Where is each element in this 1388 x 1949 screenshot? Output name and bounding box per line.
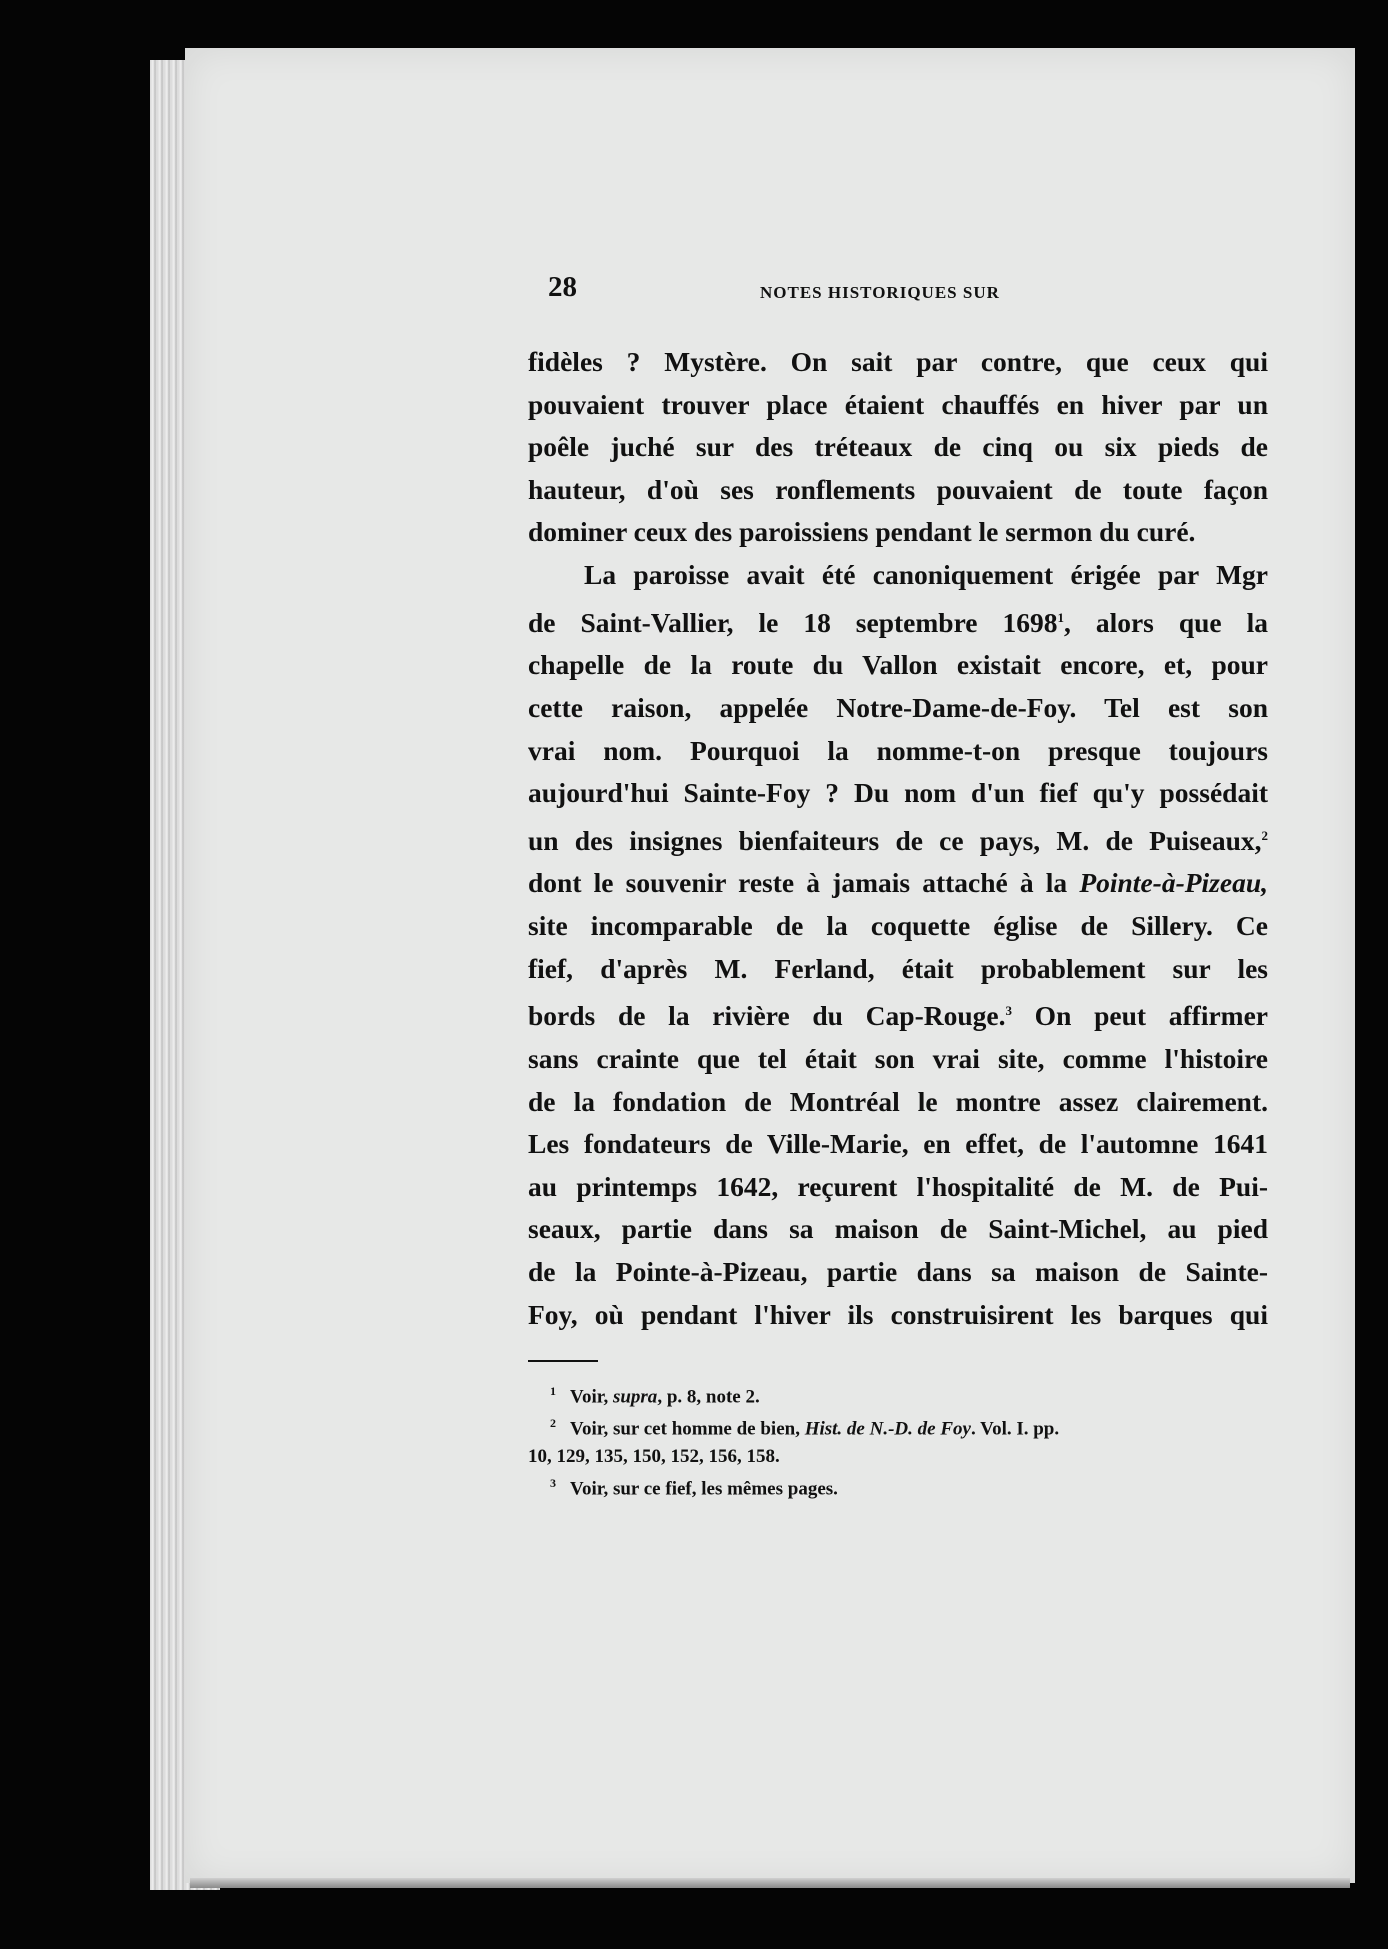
page-number: 28 [548,271,577,303]
book-bottom-edge [190,1878,1350,1888]
text-line: site incomparable de la coquette église de Sillery. Ce [528,910,1268,942]
footnote-text: . Vol. I. pp. [970,1418,1060,1440]
footnote-3 [528,1470,1268,1502]
footnote-text: Voir, [570,1386,613,1408]
footnote-text: Voir, sur cet homme de bien, [570,1418,805,1440]
text-fragment: bords de la rivière du Cap-Rouge. [528,1000,1006,1032]
text-line: fief, d'après M. Ferland, était probablement sur les [528,952,1268,984]
text-line: chapelle de la route du Vallon existait encore, et, pour [528,649,1268,681]
text-line [528,990,1268,1038]
text-line: cette raison, appelée Notre-Dame-de-Foy. Tel est son [528,691,1268,723]
note-ref: 2 [1261,827,1268,843]
footnote-rule [528,1360,598,1362]
text-line: de la fondation de Montréal le montre assez clairement. [528,1085,1268,1117]
footnote-mark: 3 [550,1475,556,1490]
footnote-mark: 1 [550,1384,556,1399]
running-head [528,265,1268,315]
text-line: Foy, où pendant l'hiver ils construisirent les barques qui [528,1298,1268,1330]
footnote-italic: supra [612,1386,658,1408]
text-line: La paroisse avait été canoniquement érigée par Mgr [584,558,1268,590]
footnote-1 [528,1378,1268,1410]
text-line: fidèles ? Mystère. On sait par contre, que ceux qui [528,346,1268,377]
text-line: Les fondateurs de Ville-Marie, en effet, de l'automne 1641 [528,1128,1268,1160]
footnotes [528,1378,1268,1502]
text-line: poêle juché sur des tréteaux de cinq ou six pieds de [528,431,1268,463]
text-line: pouvaient trouver place étaient chauffés en hiver par un [528,388,1268,420]
note-ref: 1 [1057,609,1064,625]
footnote-text: , p. 8, note 2. [657,1386,760,1408]
text-line: seaux, partie dans sa maison de Saint-Michel, au pied [528,1213,1268,1245]
footnote-2 [528,1410,1268,1442]
text-line [528,862,1268,905]
text-fragment: un des insignes bienfaiteurs de ce pays, M. de Puiseaux, [528,824,1262,856]
running-title: NOTES HISTORIQUES SUR [760,283,1000,302]
footnote-2-continuation: 10, 129, 135, 150, 152, 156, 158. [528,1445,780,1467]
text-fragment: , alors que la [1063,606,1269,638]
text-line: hauteur, d'où ses ronflements pouvaient de toute façon [528,473,1268,505]
page-text-block [528,265,1268,1502]
text-fragment: de Saint-Vallier, le 18 septembre 1698 [528,606,1058,638]
footnote-text: Voir, sur ce fief, les mêmes pages. [570,1478,838,1500]
note-ref: 3 [1005,1003,1012,1019]
footnote-italic: Hist. de N.-D. de Foy [804,1418,971,1440]
text-line: sans crainte que tel était son vrai site, comme l'histoire [528,1042,1268,1074]
text-line [528,815,1268,863]
text-fragment: On peut affirmer [1011,1000,1268,1032]
footnote-mark: 2 [550,1416,556,1431]
text-line: aujourd'hui Sainte-Foy ? Du nom d'un fief qu'y possédait [528,777,1268,809]
body-text [528,341,1268,1336]
text-line: au printemps 1642, reçurent l'hospitalité de M. de Pui- [528,1170,1268,1202]
text-line: dominer ceux des paroissiens pendant le sermon du curé. [528,516,1196,548]
italic-place-name: Pointe-à-Pizeau, [1079,867,1268,899]
text-line: vrai nom. Pourquoi la nomme-t-on presque toujours [528,734,1268,766]
text-fragment: dont le souvenir reste à jamais attaché à la [528,867,1068,899]
text-line: de la Pointe-à-Pizeau, partie dans sa maison de Sainte- [528,1255,1268,1287]
text-line [528,597,1268,645]
